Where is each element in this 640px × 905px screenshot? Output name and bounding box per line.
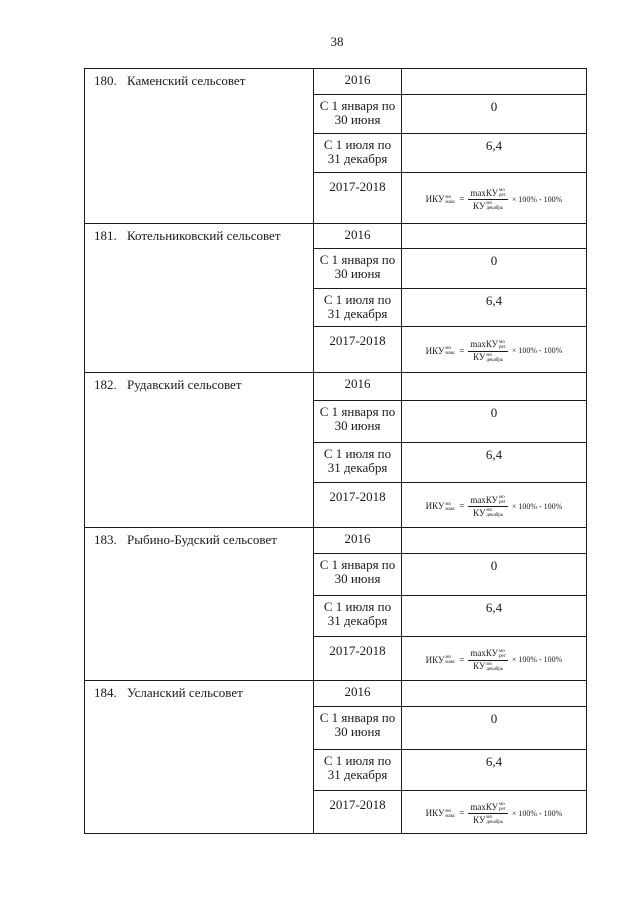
period-line: 30 июня xyxy=(334,112,381,127)
period-cell xyxy=(314,791,402,834)
period-line: 2017-2018 xyxy=(329,179,386,194)
formula-numerator xyxy=(468,340,507,352)
formula-denominator xyxy=(473,814,503,825)
period-cell xyxy=(314,483,402,528)
formula-den-base: КУ xyxy=(473,814,486,825)
formula-lhs-scripts xyxy=(445,346,455,356)
table-row xyxy=(85,528,587,554)
period-line: 2017-2018 xyxy=(329,797,386,812)
municipality-cell xyxy=(85,69,314,224)
formula-equals: = xyxy=(459,808,465,818)
formula-equals: = xyxy=(459,345,465,356)
period-line: С 1 января по xyxy=(319,404,396,419)
formula-num-scripts xyxy=(499,340,506,350)
value-cell xyxy=(402,401,587,443)
period-cell xyxy=(314,707,402,750)
formula-numerator xyxy=(468,649,507,661)
formula-tail: × 100% - 100% xyxy=(511,346,563,355)
index-value: 0 xyxy=(490,711,498,726)
formula-denominator xyxy=(473,507,503,518)
formula-lhs-sub: макс xyxy=(445,813,456,819)
value-cell xyxy=(402,69,587,95)
value-cell xyxy=(402,528,587,554)
period-line: С 1 июля по xyxy=(323,292,392,307)
period-cell xyxy=(314,327,402,373)
formula-lhs-scripts xyxy=(445,809,455,819)
formula-tail: × 100% - 100% xyxy=(511,655,563,664)
index-value: 6,4 xyxy=(485,754,503,769)
period-cell xyxy=(314,95,402,134)
value-cell xyxy=(402,750,587,791)
period-line: 31 декабря xyxy=(327,767,388,782)
formula-den-scripts xyxy=(486,662,503,672)
formula-num-sub: рег xyxy=(499,653,506,659)
table-row xyxy=(85,224,587,249)
period-line: 31 декабря xyxy=(327,613,388,628)
formula-tail: × 100% - 100% xyxy=(511,194,563,204)
formula-num-sup: мо xyxy=(499,339,505,345)
formula-lhs-scripts xyxy=(445,655,455,665)
period-line: С 1 июля по xyxy=(323,137,392,152)
page-number: 38 xyxy=(330,34,344,49)
index-value: 0 xyxy=(490,405,498,420)
period-cell xyxy=(314,289,402,327)
period-line: 2016 xyxy=(344,376,371,391)
formula-num-scripts xyxy=(499,649,506,659)
formula-numerator xyxy=(468,495,507,507)
municipality-name: Рыбино-Будский сельсовет xyxy=(127,532,277,547)
period-cell xyxy=(314,637,402,681)
formula-num-sup: мо xyxy=(499,802,505,807)
municipality-number: 184. xyxy=(94,685,117,700)
value-cell xyxy=(402,554,587,596)
period-line: С 1 июля по xyxy=(323,446,392,461)
formula-den-base: КУ xyxy=(473,200,486,211)
municipality-number: 180. xyxy=(94,73,117,88)
period-line: С 1 июля по xyxy=(323,753,392,768)
formula-num-base: maxКУ xyxy=(470,339,499,349)
formula-lhs-sub: макс xyxy=(445,351,456,356)
formula-num-base: maxКУ xyxy=(470,187,499,198)
formula-lhs-sub: макс xyxy=(445,199,456,205)
value-cell xyxy=(402,443,587,483)
index-table xyxy=(84,68,587,834)
period-cell xyxy=(314,173,402,224)
period-line: 31 декабря xyxy=(327,460,388,475)
period-line: С 1 января по xyxy=(319,98,396,113)
period-cell xyxy=(314,596,402,637)
formula-denominator xyxy=(473,661,503,672)
formula-den-sup: мо xyxy=(486,352,492,358)
period-line: 2017-2018 xyxy=(329,489,386,504)
period-cell xyxy=(314,69,402,95)
formula-den-sup: мо xyxy=(486,661,492,667)
formula-num-sup: мо xyxy=(499,648,505,654)
formula-lhs-sup: мо xyxy=(445,808,452,814)
formula-tail: × 100% - 100% xyxy=(511,501,563,511)
formula-equals: = xyxy=(459,654,465,665)
value-cell xyxy=(402,95,587,134)
formula-den-scripts xyxy=(486,815,503,825)
period-line: С 1 июля по xyxy=(323,599,392,614)
formula-num-sup: мо xyxy=(499,495,505,500)
municipality-name: Каменский сельсовет xyxy=(127,73,246,88)
formula-num-sup: мо xyxy=(499,188,505,193)
formula-den-sub: декабрь xyxy=(486,206,503,211)
formula-lhs-sup: мо xyxy=(445,655,452,660)
formula-den-sub: декабрь xyxy=(486,820,503,825)
municipality-number: 183. xyxy=(94,532,117,547)
period-cell xyxy=(314,443,402,483)
formula-den-base: КУ xyxy=(473,352,486,362)
formula xyxy=(426,340,563,363)
formula-lhs-sub: макс xyxy=(445,660,456,665)
period-cell xyxy=(314,373,402,401)
value-cell xyxy=(402,373,587,401)
value-cell xyxy=(402,134,587,173)
formula xyxy=(426,188,563,211)
formula-cell xyxy=(402,327,587,373)
municipality-cell xyxy=(85,681,314,834)
formula-denominator xyxy=(473,352,503,363)
formula-den-base: КУ xyxy=(473,507,486,518)
formula-fraction xyxy=(468,802,507,825)
value-cell xyxy=(402,707,587,750)
table-body xyxy=(85,69,587,834)
formula-lhs: ИКУ xyxy=(425,808,445,818)
formula-den-base: КУ xyxy=(473,661,486,671)
municipality-name: Рудавский сельсовет xyxy=(127,377,242,392)
index-value: 6,4 xyxy=(485,293,503,308)
value-cell xyxy=(402,249,587,289)
period-cell xyxy=(314,554,402,596)
period-cell xyxy=(314,681,402,707)
formula-num-base: maxКУ xyxy=(470,648,499,658)
formula-numerator xyxy=(468,188,507,200)
formula-fraction xyxy=(468,649,507,672)
formula-equals: = xyxy=(459,194,465,204)
municipality-name: Усланский сельсовет xyxy=(127,685,243,700)
formula xyxy=(426,495,563,518)
period-cell xyxy=(314,528,402,554)
formula-num-sub: рег xyxy=(499,500,506,505)
formula-den-sub: декабрь xyxy=(486,513,503,518)
period-line: 30 июня xyxy=(334,266,381,281)
formula-cell xyxy=(402,173,587,224)
formula-den-sub: декабрь xyxy=(486,666,503,672)
municipality-cell xyxy=(85,528,314,681)
formula-lhs: ИКУ xyxy=(425,345,445,356)
period-cell xyxy=(314,134,402,173)
period-line: 30 июня xyxy=(334,571,381,586)
period-line: 30 июня xyxy=(334,418,381,433)
municipality-cell xyxy=(85,224,314,373)
formula xyxy=(426,802,563,825)
formula xyxy=(426,649,563,672)
formula-fraction xyxy=(468,188,507,211)
index-value: 6,4 xyxy=(485,600,503,615)
formula-den-sub: декабрь xyxy=(486,357,503,363)
formula-lhs-sup: мо xyxy=(445,194,452,200)
period-line: 2016 xyxy=(344,72,371,87)
formula-num-sub: рег xyxy=(499,344,506,350)
index-value: 0 xyxy=(490,558,498,573)
index-value: 0 xyxy=(490,253,498,268)
formula-lhs: ИКУ xyxy=(425,194,445,204)
table-row xyxy=(85,373,587,401)
period-line: С 1 января по xyxy=(319,710,396,725)
formula-den-sup: мо xyxy=(486,815,492,820)
formula-num-base: maxКУ xyxy=(470,801,499,812)
period-line: 2016 xyxy=(344,684,371,699)
formula-num-base: maxКУ xyxy=(470,494,499,505)
formula-den-scripts xyxy=(486,508,503,518)
period-line: С 1 января по xyxy=(319,252,396,267)
period-cell xyxy=(314,401,402,443)
formula-numerator xyxy=(468,802,507,814)
period-cell xyxy=(314,249,402,289)
period-line: 2016 xyxy=(344,531,371,546)
period-cell xyxy=(314,224,402,249)
formula-num-sub: рег xyxy=(499,807,506,812)
formula-lhs-sup: мо xyxy=(445,346,452,351)
value-cell xyxy=(402,681,587,707)
table-row xyxy=(85,69,587,95)
formula-cell xyxy=(402,483,587,528)
municipality-number: 181. xyxy=(94,228,117,243)
value-cell xyxy=(402,224,587,249)
formula-lhs-scripts xyxy=(445,195,455,205)
period-line: 2016 xyxy=(344,227,371,242)
formula-num-scripts xyxy=(499,495,506,505)
index-value: 6,4 xyxy=(485,447,503,462)
formula-num-scripts xyxy=(499,802,506,812)
period-cell xyxy=(314,750,402,791)
formula-fraction xyxy=(468,495,507,518)
period-line: 2017-2018 xyxy=(329,643,386,658)
formula-cell xyxy=(402,637,587,681)
formula-denominator xyxy=(473,200,503,211)
formula-den-scripts xyxy=(486,353,503,363)
period-line: 2017-2018 xyxy=(329,333,386,348)
formula-lhs-sup: мо xyxy=(445,501,452,507)
period-line: 30 июня xyxy=(334,724,381,739)
formula-den-sup: мо xyxy=(486,508,492,513)
municipality-cell xyxy=(85,373,314,528)
period-line: С 1 января по xyxy=(319,557,396,572)
formula-den-scripts xyxy=(486,201,503,211)
value-cell xyxy=(402,596,587,637)
period-line: 31 декабря xyxy=(327,306,388,321)
formula-tail: × 100% - 100% xyxy=(511,808,563,818)
formula-cell xyxy=(402,791,587,834)
municipality-number: 182. xyxy=(94,377,117,392)
period-line: 31 декабря xyxy=(327,151,388,166)
formula-num-scripts xyxy=(499,188,506,198)
formula-lhs: ИКУ xyxy=(425,501,445,511)
formula-lhs-scripts xyxy=(445,502,455,512)
formula-equals: = xyxy=(459,501,465,511)
index-value: 6,4 xyxy=(485,138,503,153)
formula-num-sub: рег xyxy=(499,193,506,198)
formula-lhs-sub: макс xyxy=(445,506,456,512)
formula-den-sup: мо xyxy=(486,201,492,206)
municipality-name: Котельниковский сельсовет xyxy=(127,228,281,243)
index-value: 0 xyxy=(490,99,498,114)
formula-lhs: ИКУ xyxy=(425,654,445,665)
value-cell xyxy=(402,289,587,327)
table-row xyxy=(85,681,587,707)
formula-fraction xyxy=(468,340,507,363)
